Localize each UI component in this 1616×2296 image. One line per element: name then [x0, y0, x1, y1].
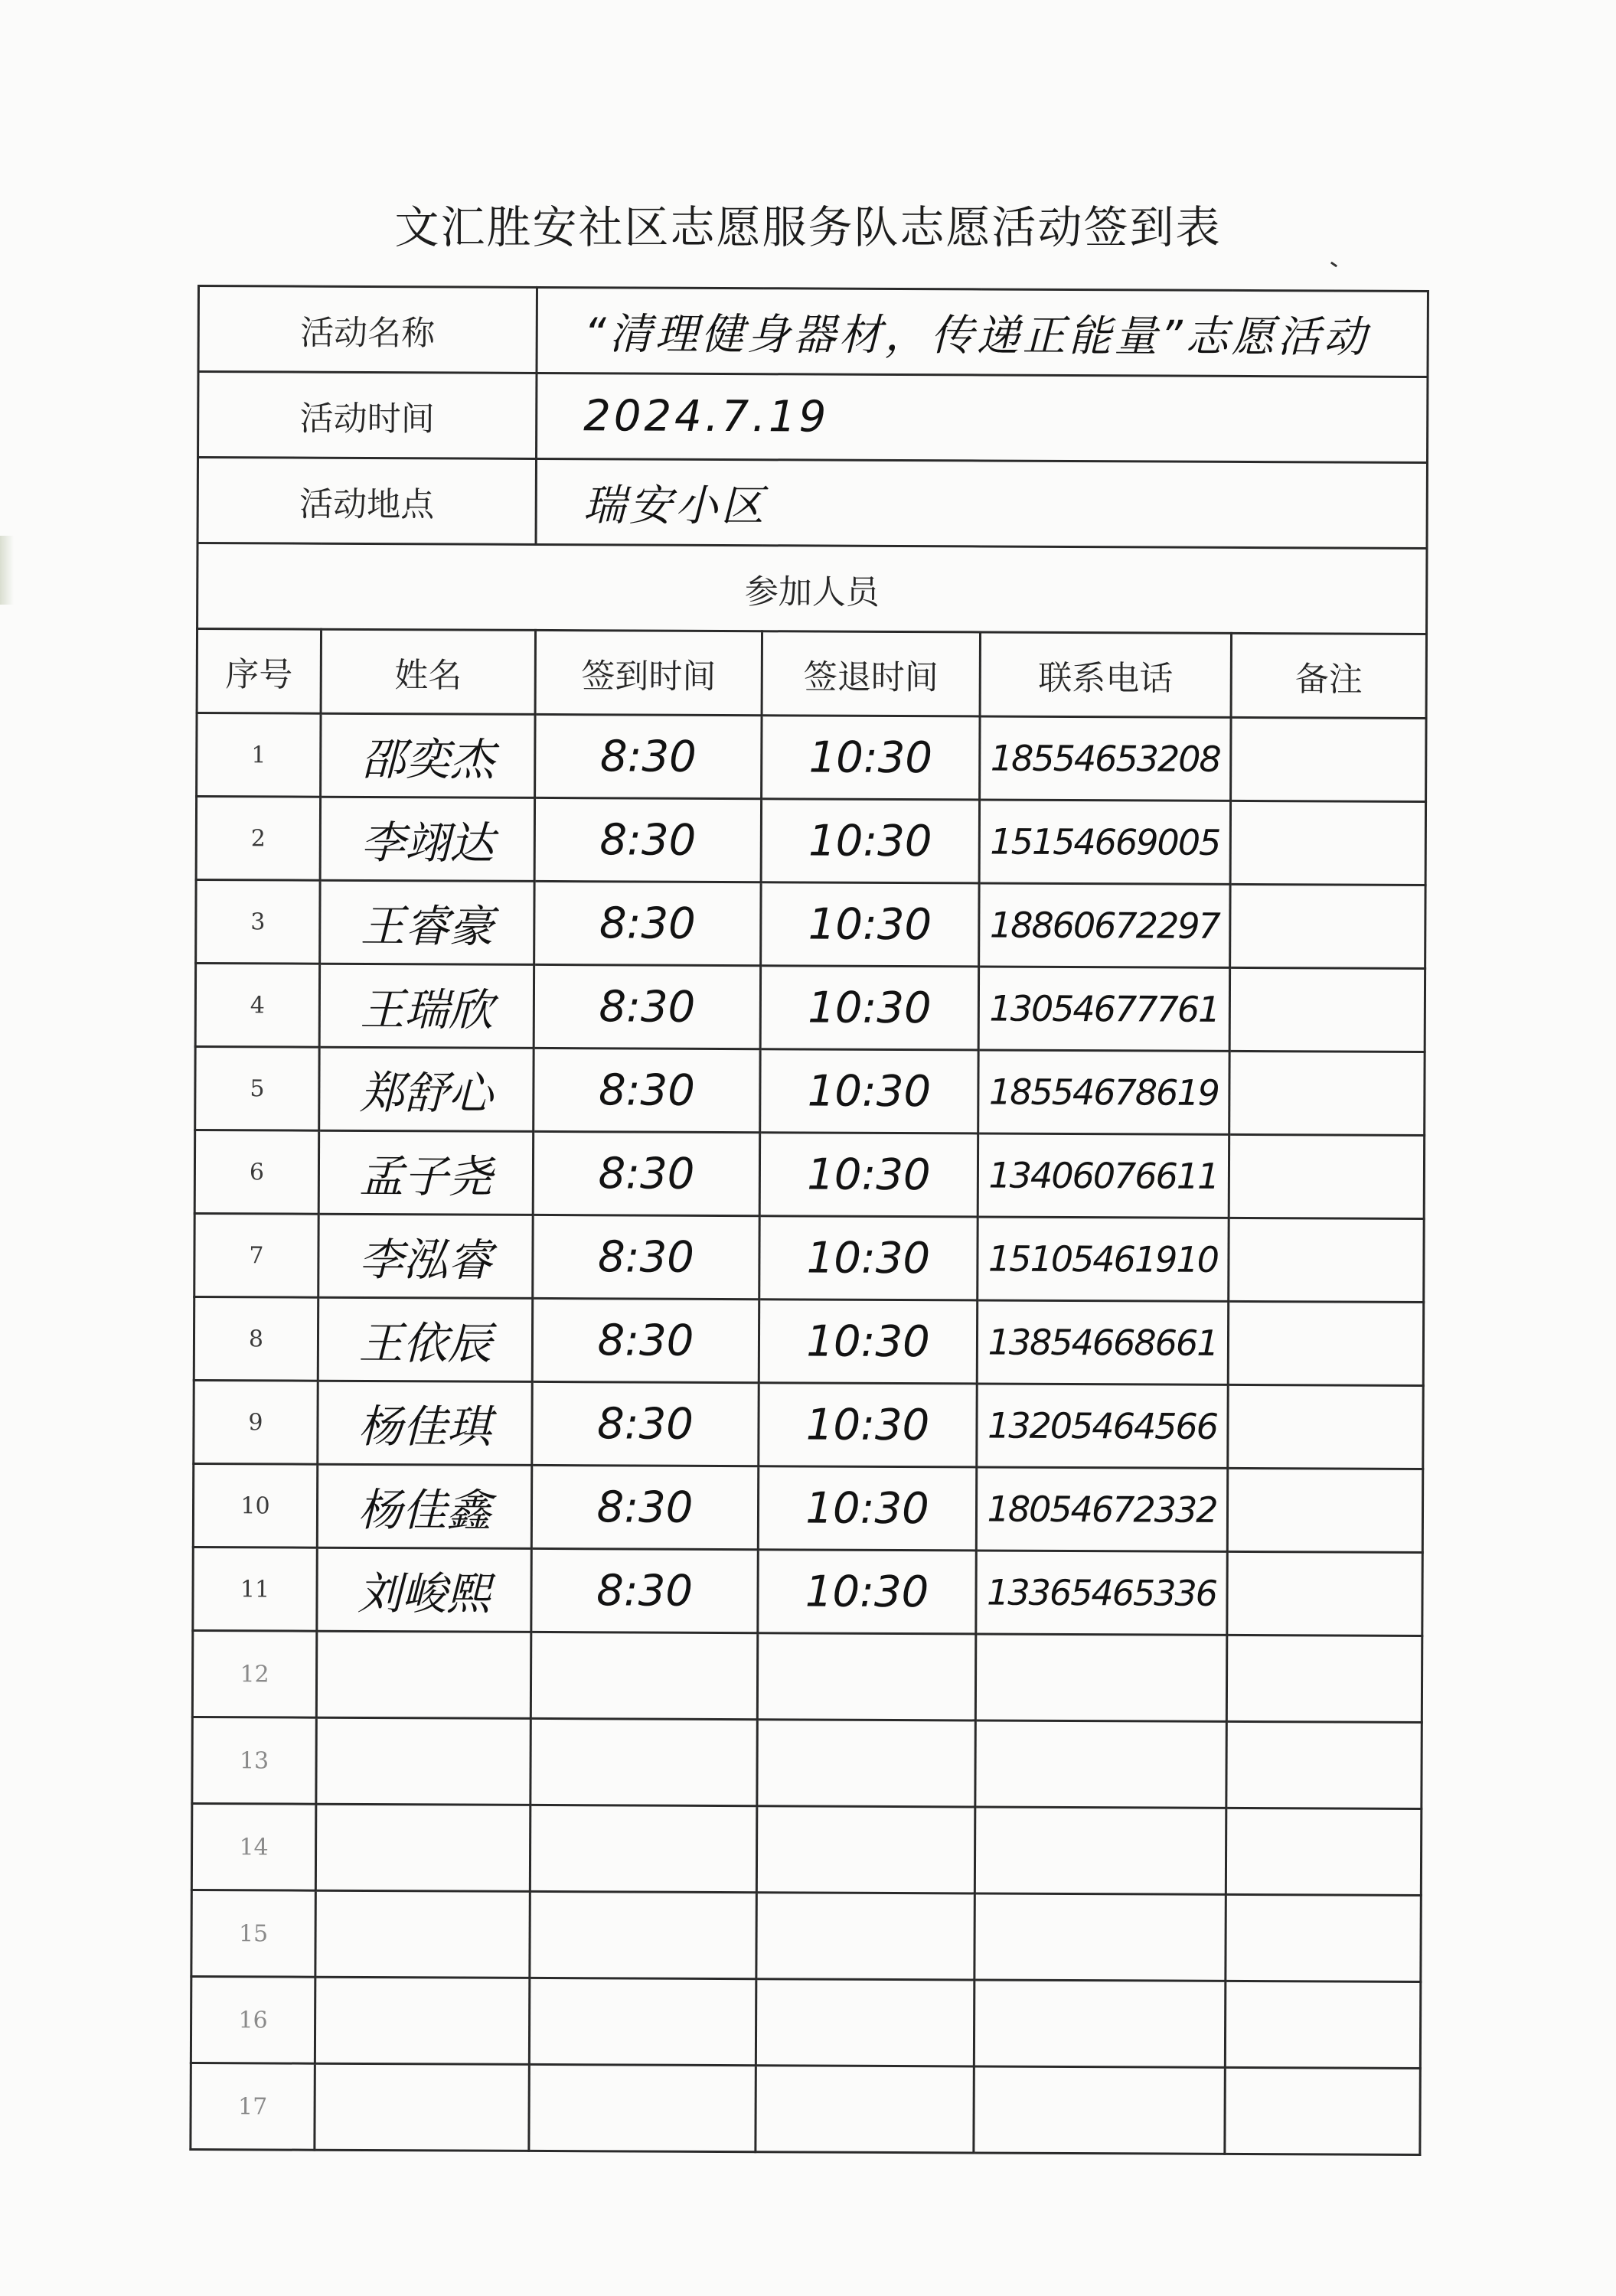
participants-heading: 参加人员 [198, 543, 1428, 634]
table-row [191, 1976, 1421, 2068]
participant-name: 李泓睿 [318, 1214, 533, 1298]
sign-in-time [531, 1718, 757, 1805]
participant-name [316, 1717, 531, 1805]
participant-name: 郑舒心 [319, 1047, 534, 1131]
participant-name: 李翊达 [320, 797, 534, 881]
table-row [194, 1380, 1423, 1469]
note-cell [1230, 801, 1426, 885]
participant-name: 刘峻熙 [317, 1548, 531, 1632]
note-cell [1228, 1384, 1424, 1469]
note-cell [1226, 1635, 1422, 1722]
row-number: 17 [191, 2063, 315, 2150]
sign-out-time [756, 2066, 974, 2153]
table-row [196, 879, 1425, 968]
column-header-name: 姓名 [321, 629, 535, 714]
row-number: 13 [192, 1717, 316, 1804]
table-row [191, 1803, 1422, 1895]
sign-out-time [757, 1633, 975, 1720]
table-row [191, 1890, 1422, 1981]
phone-number [975, 1720, 1226, 1808]
phone-number: 18860672297 [979, 883, 1230, 967]
row-number: 5 [195, 1046, 319, 1130]
sign-in-time [529, 1978, 756, 2065]
phone-number [974, 2066, 1225, 2154]
note-cell [1227, 1551, 1423, 1636]
column-header-phone: 联系电话 [980, 632, 1231, 717]
column-header-row [197, 629, 1426, 719]
note-cell [1229, 1218, 1425, 1302]
participant-name: 孟子尧 [318, 1130, 533, 1215]
sign-in-time [530, 1891, 756, 1978]
sign-out-time: 10:30 [762, 716, 980, 800]
sign-in-time: 8:30 [532, 1298, 759, 1382]
sign-out-time: 10:30 [761, 799, 979, 883]
participant-name [315, 1890, 530, 1978]
row-number: 10 [193, 1463, 317, 1548]
participants-heading-row [198, 543, 1428, 634]
table-row [194, 1296, 1423, 1385]
sign-in-table [189, 285, 1429, 2156]
note-cell [1226, 1808, 1422, 1895]
sign-in-time: 8:30 [531, 1548, 758, 1632]
note-cell [1230, 884, 1426, 968]
note-cell [1225, 2067, 1421, 2154]
scan-edge-mark [0, 536, 14, 605]
sign-in-time: 8:30 [532, 1381, 759, 1466]
phone-number: 15154669005 [979, 800, 1230, 884]
participant-name [316, 1631, 531, 1718]
phone-number [974, 1980, 1225, 2067]
stray-pen-mark [1330, 262, 1337, 268]
note-cell [1229, 967, 1425, 1052]
row-number: 6 [194, 1130, 318, 1214]
participant-name: 王睿豪 [320, 880, 534, 964]
sign-out-time: 10:30 [760, 966, 978, 1050]
participant-name: 王依辰 [318, 1297, 532, 1381]
phone-number [974, 1807, 1226, 1894]
row-number: 15 [191, 1890, 315, 1977]
sign-in-time: 8:30 [533, 1131, 759, 1215]
table-row [195, 963, 1425, 1052]
sign-in-time: 8:30 [535, 714, 762, 798]
table-row [196, 797, 1425, 885]
sign-out-time: 10:30 [759, 1300, 977, 1384]
row-number: 8 [194, 1296, 318, 1381]
table-row [193, 1547, 1422, 1636]
sign-out-time: 10:30 [758, 1466, 976, 1551]
activity-place-value: 瑞安小区 [536, 458, 1428, 548]
sign-in-time: 8:30 [533, 1215, 759, 1299]
info-row-time [198, 372, 1428, 463]
column-header-notes: 备注 [1231, 633, 1427, 718]
column-header-number: 序号 [197, 629, 321, 714]
sign-in-time: 8:30 [534, 1048, 760, 1132]
table-row [194, 1213, 1424, 1302]
participant-name [315, 1804, 530, 1891]
activity-time-value: 2024.7.19 [537, 373, 1428, 462]
table-row [193, 1463, 1422, 1552]
phone-number: 15105461910 [978, 1217, 1229, 1301]
table-row [194, 1130, 1424, 1218]
note-cell [1226, 1721, 1422, 1808]
table-row [195, 1046, 1425, 1135]
note-cell [1227, 1468, 1423, 1552]
participant-name: 邵奕杰 [321, 713, 535, 797]
phone-number [974, 1893, 1226, 1981]
info-row-place [198, 458, 1428, 549]
row-number: 2 [196, 797, 320, 881]
sign-out-time: 10:30 [760, 1049, 978, 1133]
row-number: 3 [196, 879, 320, 964]
participant-name [315, 1977, 529, 2064]
phone-number: 13854668661 [977, 1300, 1228, 1384]
info-row-name [198, 286, 1428, 377]
sign-out-time: 10:30 [759, 1133, 978, 1217]
row-number: 1 [197, 713, 321, 797]
sign-out-time: 10:30 [761, 882, 979, 967]
column-header-sign-in-time: 签到时间 [535, 630, 762, 715]
activity-name-label: 活动名称 [198, 286, 537, 373]
row-number: 7 [194, 1213, 318, 1297]
participant-name: 王瑞欣 [319, 964, 534, 1048]
document-title: 文汇胜安社区志愿服务队志愿活动签到表 [394, 201, 1222, 253]
participant-name: 杨佳琪 [318, 1381, 532, 1465]
row-number: 14 [191, 1803, 315, 1890]
sign-out-time [757, 1720, 975, 1807]
note-cell [1228, 1301, 1424, 1385]
participant-name [315, 2063, 529, 2151]
row-number: 12 [192, 1630, 316, 1717]
sign-in-time [531, 1632, 757, 1719]
row-number: 16 [191, 1976, 315, 2063]
sign-out-time: 10:30 [759, 1383, 977, 1467]
phone-number: 13365465336 [976, 1551, 1227, 1635]
activity-time-label: 活动时间 [198, 372, 537, 459]
sign-in-time: 8:30 [531, 1465, 758, 1549]
table-row [192, 1630, 1422, 1722]
row-number: 11 [193, 1547, 317, 1631]
phone-number: 13406076611 [978, 1133, 1229, 1218]
row-number: 9 [194, 1380, 318, 1464]
sign-out-time [756, 1979, 974, 2066]
phone-number: 18054672332 [976, 1467, 1227, 1551]
note-cell [1231, 717, 1427, 801]
participant-name: 杨佳鑫 [317, 1464, 531, 1548]
table-row [191, 2063, 1421, 2154]
sign-in-time [529, 2064, 756, 2151]
note-cell [1229, 1134, 1425, 1218]
table-row [192, 1717, 1422, 1808]
note-cell [1226, 1894, 1422, 1981]
sign-in-time: 8:30 [534, 881, 761, 965]
sign-in-time [530, 1805, 756, 1892]
note-cell [1229, 1051, 1425, 1135]
phone-number: 18554653208 [980, 716, 1231, 801]
sign-out-time: 10:30 [758, 1550, 976, 1634]
activity-place-label: 活动地点 [198, 458, 536, 545]
note-cell [1225, 1981, 1421, 2068]
phone-number: 13205464566 [977, 1384, 1228, 1468]
sign-in-time: 8:30 [534, 964, 760, 1049]
sign-out-time: 10:30 [759, 1216, 978, 1300]
activity-name-value: “清理健身器材，传递正能量”志愿活动 [537, 287, 1428, 377]
column-header-sign-out-time: 签退时间 [762, 631, 980, 716]
sign-out-time [756, 1893, 974, 1980]
phone-number: 13054677761 [978, 967, 1229, 1051]
table-row [197, 713, 1426, 802]
phone-number [975, 1634, 1226, 1721]
sign-in-time: 8:30 [534, 797, 761, 882]
sign-out-time [756, 1806, 974, 1893]
row-number: 4 [195, 963, 319, 1047]
phone-number: 18554678619 [978, 1050, 1229, 1134]
